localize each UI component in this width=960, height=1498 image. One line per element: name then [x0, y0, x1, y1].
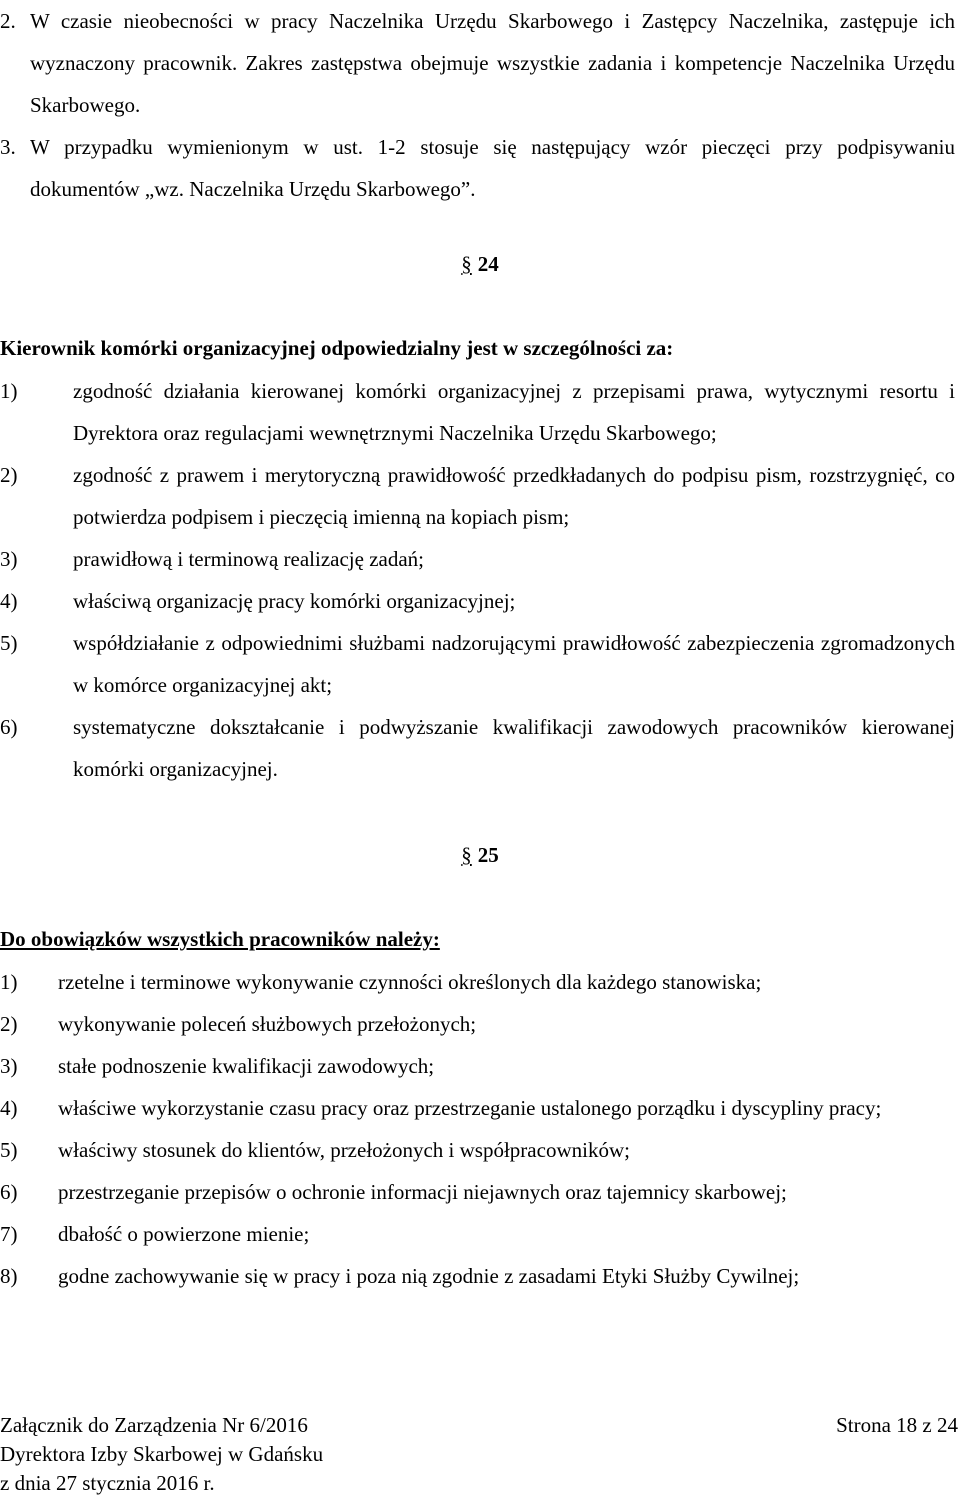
list-item: [0, 1045, 955, 1087]
item-text: stałe podnoszenie kwalifikacji zawodowych;: [58, 1054, 435, 1078]
list-item: [0, 1171, 955, 1213]
list-item: [0, 706, 955, 790]
item-text: wykonywanie poleceń służbowych przełożonych;: [58, 1012, 477, 1036]
item-text: prawidłową i terminową realizację zadań;: [73, 547, 424, 571]
duties-list-24: [0, 370, 955, 790]
list-item: [0, 1087, 955, 1129]
list-item: [0, 622, 955, 706]
item-number: 2): [0, 463, 18, 487]
section-heading-24: [0, 252, 960, 277]
list-item: [0, 1213, 955, 1255]
list-item: [0, 370, 955, 454]
list-item: [0, 1003, 955, 1045]
item-number: 3): [0, 547, 18, 571]
list-item: [0, 961, 955, 1003]
item-number: 8): [0, 1264, 18, 1288]
list-item: [0, 580, 955, 622]
item-text: dbałość o powierzone mienie;: [58, 1222, 310, 1246]
item-text: przestrzeganie przepisów o ochronie informacji niejawnych oraz tajemnicy skarbowej;: [58, 1180, 787, 1204]
item-text: właściwe wykorzystanie czasu pracy oraz przestrzeganie ustalonego porządku i dyscypliny pracy;: [58, 1096, 882, 1120]
list-item: [0, 1255, 955, 1297]
item-text: W czasie nieobecności w pracy Naczelnika Urzędu Skarbowego i Zastępcy Naczelnika, zastępuje ich wyznaczony pracownik. Zakres zastępstwa obejmuje wszystkie zadania i kompetencje Naczelnika Urzędu Skarbowego.: [30, 9, 955, 117]
paragraph-symbol: §: [461, 843, 472, 867]
footer-annex: Załącznik do Zarządzenia Nr 6/2016: [0, 1413, 308, 1437]
item-text: właściwą organizację pracy komórki organizacyjnej;: [73, 589, 516, 613]
item-number: 3.: [0, 135, 16, 159]
list-item: [0, 126, 955, 210]
section-heading-25: [0, 843, 960, 868]
item-text: W przypadku wymienionym w ust. 1-2 stosuje się następujący wzór pieczęci przy podpisywaniu dokumentów „wz. Naczelnika Urzędu Skarbowego”.: [30, 135, 955, 201]
page-footer: [0, 1411, 960, 1498]
item-number: 6): [0, 715, 18, 739]
item-text: zgodność działania kierowanej komórki organizacyjnej z przepisami prawa, wytycznymi resortu i Dyrektora oraz regulacjami wewnętrznymi Naczelnika Urzędu Skarbowego;: [73, 379, 955, 445]
section-number: 24: [477, 252, 499, 276]
section-number: 25: [477, 843, 499, 867]
page-number: Strona 18 z 24: [836, 1413, 958, 1437]
duties-list-25: [0, 961, 955, 1297]
item-number: 2): [0, 1012, 18, 1036]
item-text: właściwy stosunek do klientów, przełożonych i współpracowników;: [58, 1138, 630, 1162]
item-text: systematyczne dokształcanie i podwyższanie kwalifikacji zawodowych pracowników kierowanej komórki organizacyjnej.: [73, 715, 955, 781]
continued-list: [0, 0, 955, 210]
item-number: 4): [0, 1096, 18, 1120]
item-number: 4): [0, 589, 18, 613]
footer-issuer: Dyrektora Izby Skarbowej w Gdańsku: [0, 1442, 324, 1466]
item-number: 7): [0, 1222, 18, 1246]
item-number: 6): [0, 1180, 18, 1204]
item-number: 5): [0, 1138, 18, 1162]
list-item: [0, 538, 955, 580]
item-text: zgodność z prawem i merytoryczną prawidłowość przedkładanych do podpisu pism, rozstrzygnięć, co potwierdza podpisem i pieczęcią imienną na kopiach pism;: [73, 463, 955, 529]
list-item: [0, 454, 955, 538]
item-number: 1): [0, 379, 18, 403]
footer-date: z dnia 27 stycznia 2016 r.: [0, 1471, 215, 1495]
item-number: 2.: [0, 9, 16, 33]
item-number: 3): [0, 1054, 18, 1078]
item-text: godne zachowywanie się w pracy i poza nią zgodnie z zasadami Etyki Służby Cywilnej;: [58, 1264, 800, 1288]
list-item: [0, 1129, 955, 1171]
section-intro-25: Do obowiązków wszystkich pracowników należy:: [0, 927, 440, 951]
item-text: rzetelne i terminowe wykonywanie czynności określonych dla każdego stanowiska;: [58, 970, 762, 994]
item-number: 5): [0, 631, 18, 655]
item-number: 1): [0, 970, 18, 994]
list-item: [0, 0, 955, 126]
section-intro-24: Kierownik komórki organizacyjnej odpowiedzialny jest w szczególności za:: [0, 336, 674, 360]
item-text: współdziałanie z odpowiednimi służbami nadzorującymi prawidłowość zabezpieczenia zgromadzonych w komórce organizacyjnej akt;: [73, 631, 955, 697]
paragraph-symbol: §: [461, 252, 472, 276]
